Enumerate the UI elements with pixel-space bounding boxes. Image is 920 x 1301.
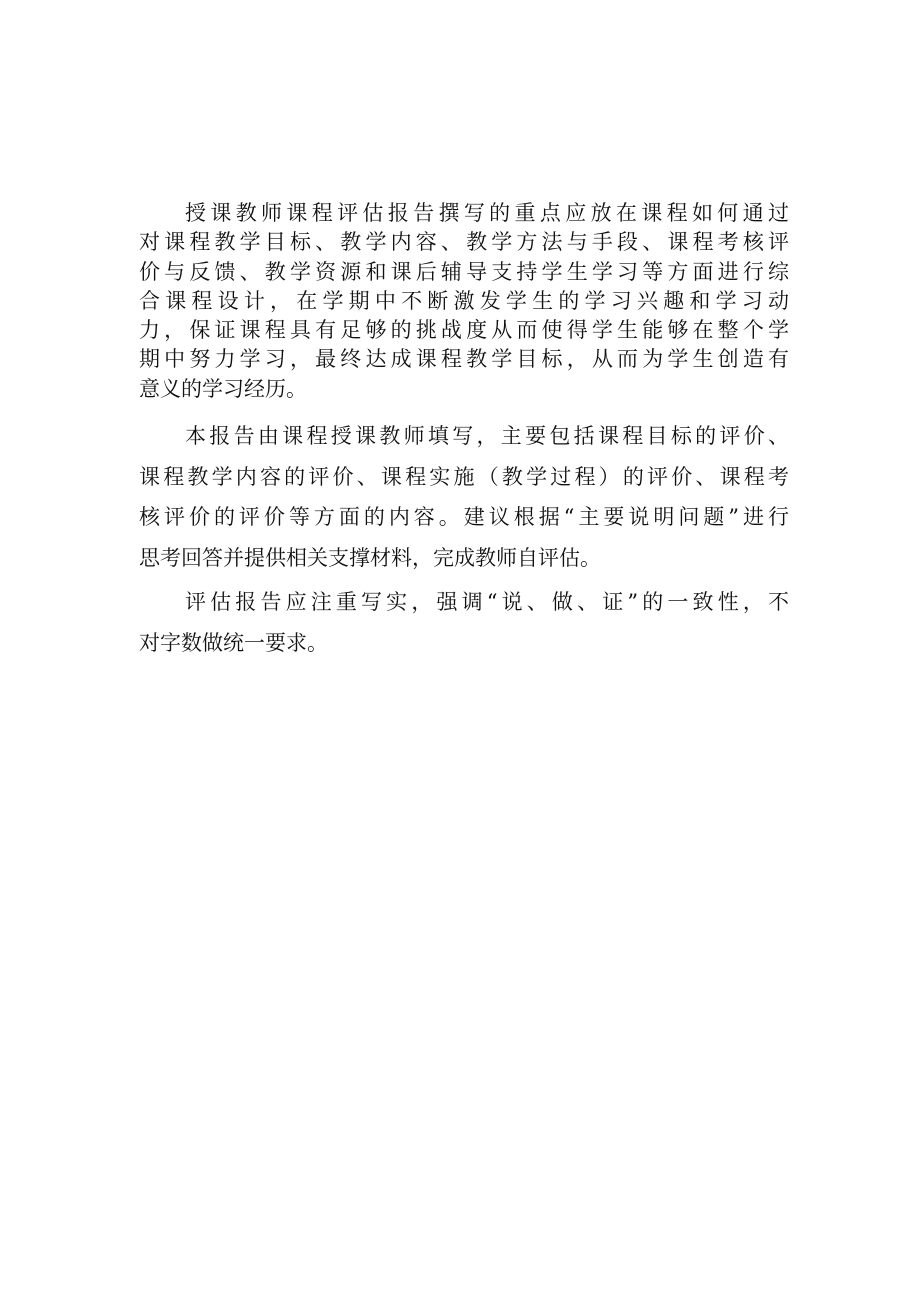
paragraph-line: 评估报告应注重写实，强调“说、做、证”的一致性，不 <box>185 590 789 615</box>
paragraph-line: 课程教学内容的评价、课程实施（教学过程）的评价、课程考 <box>139 464 789 489</box>
paragraph-line: 核评价的评价等方面的内容。建议根据“主要说明问题”进行 <box>139 505 789 530</box>
paragraph-course-evaluation-focus <box>139 199 789 404</box>
paragraph-line: 本报告由课程授课教师填写，主要包括课程目标的评价、 <box>185 424 789 449</box>
paragraph-line: 授课教师课程评估报告撰写的重点应放在课程如何通过 <box>185 201 789 225</box>
paragraph-line: 价与反馈、教学资源和课后辅导支持学生学习等方面进行综 <box>139 259 789 284</box>
paragraph-report-scope <box>139 416 789 578</box>
paragraph-writing-requirements <box>139 582 789 663</box>
paragraph-line: 期中努力学习，最终达成课程教学目标，从而为学生创造有 <box>139 347 789 372</box>
paragraph-line: 思考回答并提供相关支撑材料，完成教师自评估。 <box>139 545 601 570</box>
paragraph-line: 意义的学习经历。 <box>139 376 307 401</box>
paragraph-line: 对课程教学目标、教学内容、教学方法与手段、课程考核评 <box>139 230 789 255</box>
paragraph-line: 力，保证课程具有足够的挑战度从而使得学生能够在整个学 <box>139 318 789 343</box>
document-body <box>139 199 789 663</box>
paragraph-line: 对字数做统一要求。 <box>139 630 328 655</box>
paragraph-line: 合课程设计，在学期中不断激发学生的学习兴趣和学习动 <box>139 288 789 313</box>
paragraph-spacer <box>139 404 789 416</box>
